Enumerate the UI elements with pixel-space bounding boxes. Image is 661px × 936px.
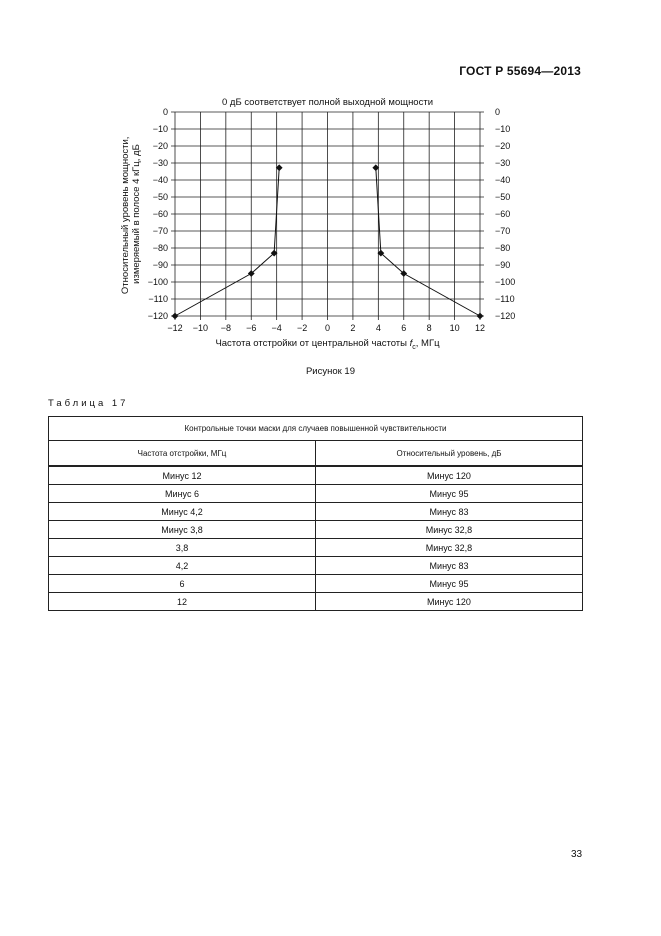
document-header: ГОСТ Р 55694—2013 [459, 64, 581, 78]
x-tick-label: −12 [167, 323, 183, 333]
y-tick-label-right: 0 [495, 107, 501, 118]
y-tick-label: −40 [152, 175, 168, 186]
cell-frequency: Минус 4,2 [49, 503, 316, 521]
cell-level: Минус 120 [316, 593, 583, 611]
cell-frequency: Минус 6 [49, 485, 316, 503]
y-axis-label-line1: Относительный уровень мощности, [120, 136, 131, 295]
table-row [49, 557, 583, 575]
table-row [49, 539, 583, 557]
y-tick-label: 0 [162, 107, 168, 118]
cell-level: Минус 95 [316, 485, 583, 503]
y-tick-labels-right [495, 107, 515, 321]
cell-frequency: 4,2 [49, 557, 316, 575]
cell-frequency: Минус 12 [49, 466, 316, 485]
data-point-marker [172, 313, 179, 320]
table-row [49, 575, 583, 593]
y-tick-label-right: −100 [495, 277, 516, 288]
y-tick-label-right: −90 [495, 260, 511, 271]
chart-title: 0 дБ соответствует полной выходной мощности [221, 97, 434, 108]
y-tick-label: −90 [152, 260, 168, 271]
cell-level: Минус 32,8 [316, 521, 583, 539]
cell-frequency: 12 [49, 593, 316, 611]
cell-frequency: 6 [49, 575, 316, 593]
chart-grid [171, 112, 484, 320]
cell-level: Минус 95 [316, 575, 583, 593]
cell-frequency: 3,8 [49, 539, 316, 557]
table-row [49, 593, 583, 611]
y-tick-label-right: −40 [495, 175, 511, 186]
x-tick-label: 6 [401, 323, 407, 333]
cell-level: Минус 83 [316, 503, 583, 521]
table-row [49, 466, 583, 485]
y-tick-label-right: −10 [495, 124, 511, 135]
y-tick-label-right: −50 [495, 192, 511, 203]
x-tick-labels [167, 323, 485, 333]
series-line-left-mask [175, 168, 279, 316]
series-line-right-mask [376, 168, 480, 316]
mask-points-table [48, 416, 583, 611]
table-label: Таблица 17 [48, 398, 129, 409]
data-point-marker [477, 313, 484, 320]
y-tick-label: −60 [152, 209, 168, 220]
y-tick-label: −110 [148, 294, 168, 305]
y-tick-label-right: −120 [495, 311, 516, 322]
table-row [49, 503, 583, 521]
y-tick-label-right: −30 [495, 158, 511, 169]
x-tick-label: −6 [246, 323, 257, 333]
column-header-frequency: Частота отстройки, МГц [49, 441, 316, 467]
y-tick-label: −20 [152, 141, 168, 152]
x-axis-label-prefix: Частота отстройки от центральной частоты [215, 338, 410, 349]
x-axis-label-sub: c [412, 344, 416, 351]
x-axis-label-var: f [409, 338, 413, 349]
column-header-level: Относительный уровень, дБ [316, 441, 583, 467]
y-tick-label: −30 [152, 158, 168, 169]
y-tick-label: −120 [147, 311, 168, 322]
x-tick-label: 12 [474, 323, 486, 333]
y-tick-label-right: −20 [495, 141, 511, 152]
y-tick-label-right: −60 [495, 209, 511, 220]
y-tick-label: −70 [152, 226, 168, 237]
x-tick-label: 10 [449, 323, 460, 333]
cell-frequency: Минус 3,8 [49, 521, 316, 539]
y-tick-label: −50 [152, 192, 168, 203]
table-caption: Контрольные точки маски для случаев повышенной чувствительности [49, 417, 583, 441]
cell-level: Минус 83 [316, 557, 583, 575]
figure-caption: Рисунок 19 [305, 366, 356, 377]
x-tick-label: −4 [271, 323, 282, 333]
x-tick-label: 2 [350, 323, 356, 333]
y-tick-labels-left [148, 107, 168, 321]
y-tick-label: −100 [147, 277, 168, 288]
table-body [49, 466, 583, 611]
y-axis-label-line2: измеряемый в полосе 4 кГц, дБ [131, 144, 142, 284]
y-tick-label-right: −80 [495, 243, 511, 254]
table-row [49, 521, 583, 539]
x-axis-label [215, 338, 440, 351]
x-axis-label-suffix: , МГц [415, 338, 440, 349]
cell-level: Минус 32,8 [316, 539, 583, 557]
x-tick-label: −10 [192, 323, 209, 333]
x-tick-label: −8 [220, 323, 231, 333]
x-tick-label: −2 [296, 323, 308, 333]
x-tick-label: 8 [426, 323, 432, 333]
x-tick-label: 0 [324, 323, 331, 333]
y-tick-label: −80 [152, 243, 168, 254]
y-axis-label [120, 134, 142, 294]
page-number: 33 [571, 849, 583, 860]
y-tick-label: −10 [152, 124, 168, 135]
table-row [49, 485, 583, 503]
y-tick-label-right: −110 [495, 294, 515, 305]
cell-level: Минус 120 [316, 466, 583, 485]
x-tick-label: 4 [375, 323, 381, 333]
mask-chart [0, 0, 661, 360]
y-tick-label-right: −70 [495, 226, 511, 237]
